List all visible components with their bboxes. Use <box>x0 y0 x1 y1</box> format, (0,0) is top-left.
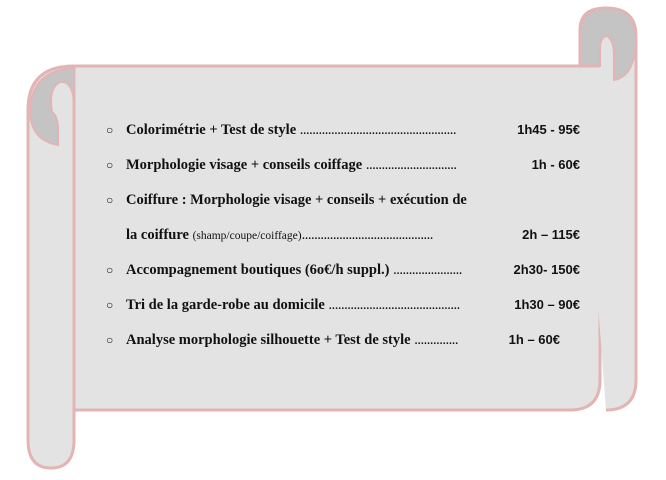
list-item <box>106 153 586 188</box>
bullet-circle-icon: ○ <box>106 298 114 312</box>
bullet-circle-icon: ○ <box>106 333 114 347</box>
list-item <box>106 188 586 223</box>
service-label: Morphologie visage + conseils coiffage <box>126 157 363 173</box>
bullet-circle-icon: ○ <box>106 158 114 172</box>
service-label: la coiffure <box>126 227 189 243</box>
service-price-list <box>106 118 586 363</box>
service-label: Colorimétrie + Test de style <box>126 122 297 138</box>
list-item <box>106 293 586 328</box>
bullet-circle-icon: ○ <box>106 263 114 277</box>
service-price: 2h30- 150€ <box>513 262 580 277</box>
leader-dots: .................................................. <box>299 122 457 138</box>
list-item <box>106 258 586 293</box>
list-item-continuation <box>106 223 586 258</box>
service-note: (shamp/coupe/coiffage) <box>192 230 302 242</box>
bullet-circle-icon: ○ <box>106 193 114 207</box>
service-label: Accompagnement boutiques (6o€/h suppl.) <box>126 262 390 278</box>
leader-dots: ............................. <box>365 157 457 173</box>
leader-dots: .......................................... <box>301 227 433 243</box>
service-label: Tri de la garde-robe au domicile <box>126 297 325 313</box>
service-price: 1h – 60€ <box>508 332 560 347</box>
list-item <box>106 118 586 153</box>
service-label: Analyse morphologie silhouette + Test de style <box>126 332 411 348</box>
list-item <box>106 328 586 363</box>
leader-dots: .......................................... <box>328 297 460 313</box>
service-price: 1h30 – 90€ <box>514 297 580 312</box>
service-label: Coiffure : Morphologie visage + conseils + exécution de <box>126 192 467 208</box>
service-price: 1h45 - 95€ <box>517 122 580 137</box>
service-price: 1h - 60€ <box>531 157 580 172</box>
bullet-circle-icon: ○ <box>106 123 114 137</box>
service-price: 2h – 115€ <box>522 227 580 242</box>
leader-dots: .............. <box>414 332 458 348</box>
leader-dots: ...................... <box>393 262 462 278</box>
